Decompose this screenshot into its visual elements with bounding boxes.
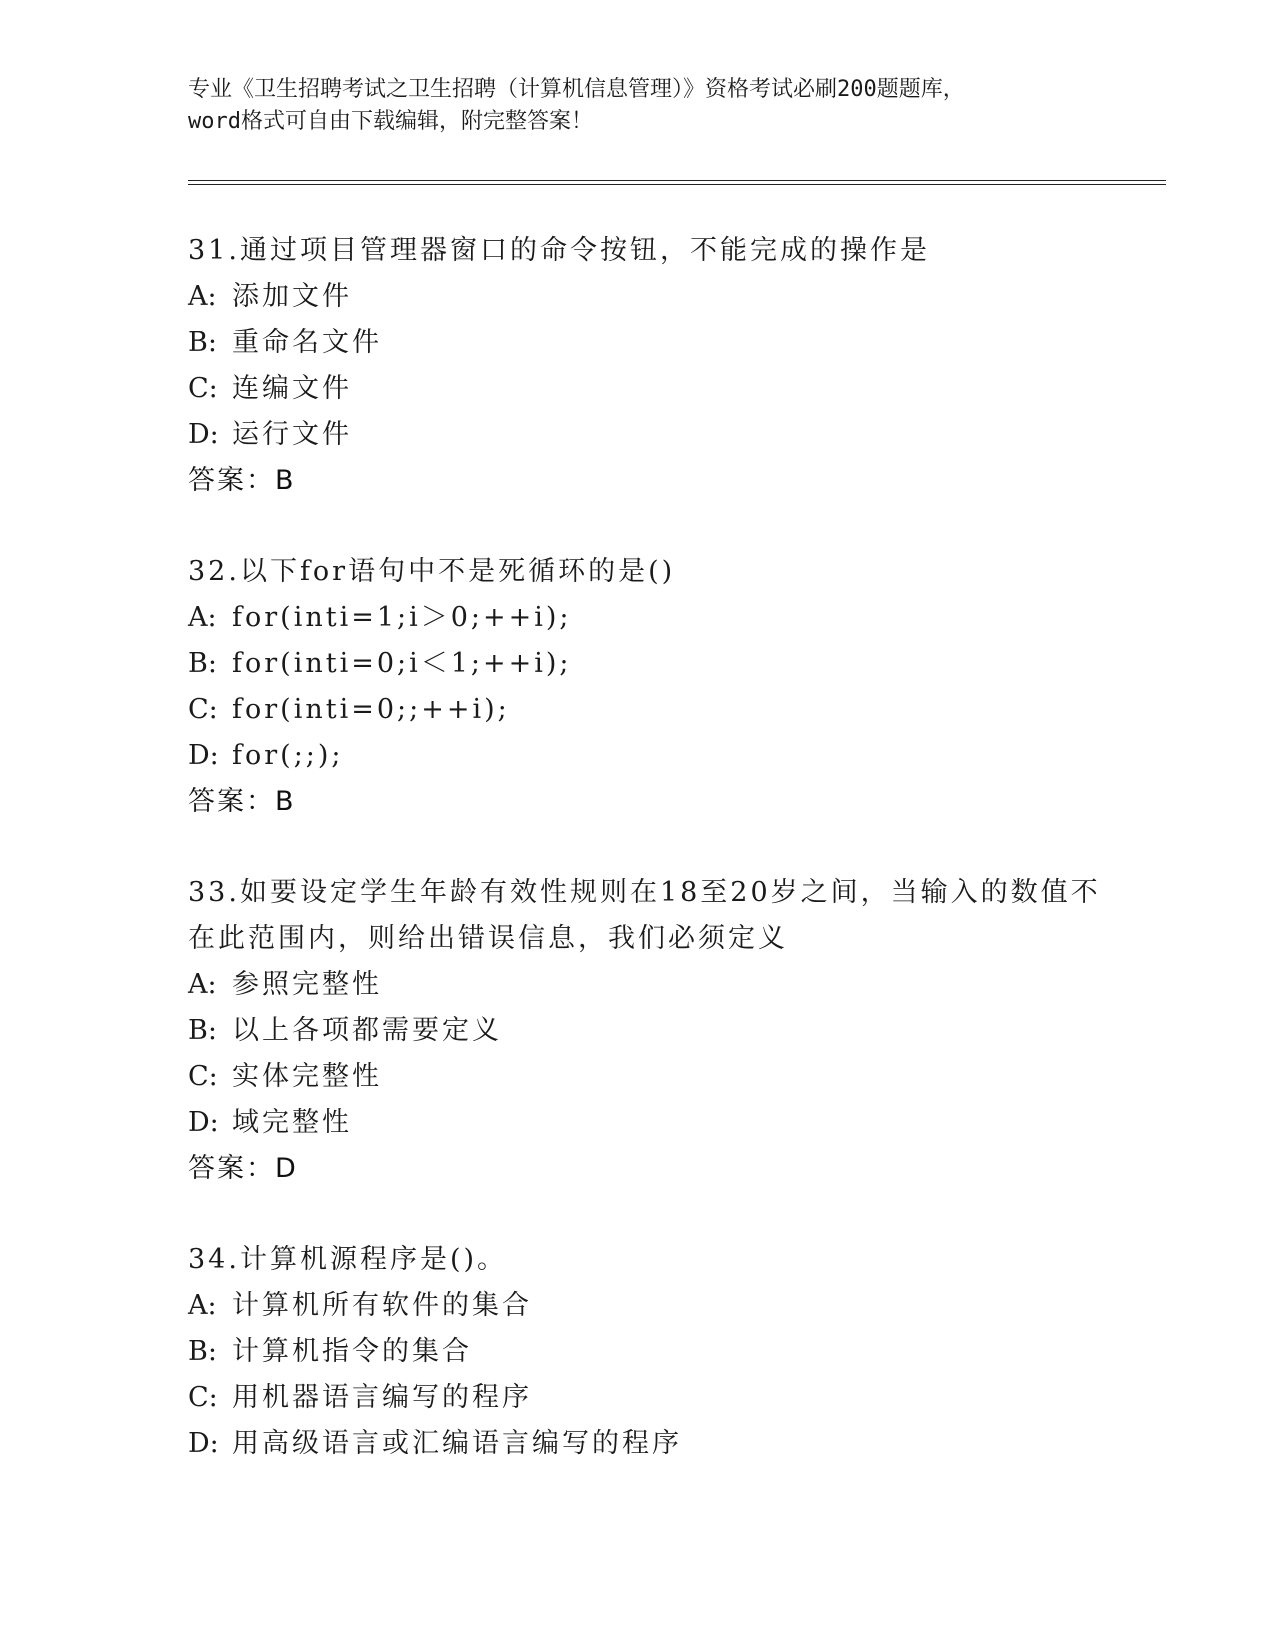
option-d <box>188 412 1108 458</box>
option-d <box>188 733 1108 779</box>
option-key: A: <box>188 602 217 633</box>
option-a <box>188 274 1108 320</box>
option-key: B: <box>188 648 217 679</box>
option-key: C: <box>188 1061 218 1092</box>
option-text: 重命名文件 <box>232 327 382 358</box>
option-c <box>188 687 1108 733</box>
header-rule-top <box>188 180 1166 181</box>
option-key: C: <box>188 1382 218 1413</box>
option-key: C: <box>188 373 218 404</box>
option-text: 运行文件 <box>232 419 352 450</box>
option-text: 连编文件 <box>232 373 352 404</box>
option-a <box>188 962 1108 1008</box>
question-stem-continued: 在此范围内，则给出错误信息，我们必须定义 <box>188 923 788 954</box>
option-c <box>188 1054 1108 1100</box>
answer: 答案：D <box>188 1153 298 1184</box>
option-key: A: <box>188 281 217 312</box>
header-rule-bottom <box>188 184 1166 185</box>
answer: 答案：B <box>188 786 296 817</box>
question-33 <box>188 870 1108 1192</box>
option-key: B: <box>188 1015 217 1046</box>
option-text: 用高级语言或汇编语言编写的程序 <box>232 1428 682 1459</box>
header-line-1: 专业《卫生招聘考试之卫生招聘（计算机信息管理）》资格考试必刷200题题库， <box>188 77 965 102</box>
option-key: B: <box>188 327 217 358</box>
option-a <box>188 1283 1108 1329</box>
question-stem: 31.通过项目管理器窗口的命令按钮，不能完成的操作是 <box>188 235 930 266</box>
option-key: A: <box>188 969 217 1000</box>
option-key: D: <box>188 1107 219 1138</box>
option-key: C: <box>188 694 218 725</box>
header-line-2: word格式可自由下载编辑，附完整答案！ <box>188 109 593 134</box>
option-text: 参照完整性 <box>232 969 382 1000</box>
option-d <box>188 1421 1108 1467</box>
question-34 <box>188 1237 1108 1467</box>
option-key: A: <box>188 1290 217 1321</box>
option-key: B: <box>188 1336 217 1367</box>
question-32 <box>188 549 1108 825</box>
option-b <box>188 1008 1108 1054</box>
answer: 答案：B <box>188 465 296 496</box>
option-text: 用机器语言编写的程序 <box>232 1382 532 1413</box>
option-text: 以上各项都需要定义 <box>232 1015 502 1046</box>
question-stem: 34.计算机源程序是()。 <box>188 1244 508 1275</box>
option-a <box>188 595 1108 641</box>
question-stem: 32.以下for语句中不是死循环的是() <box>188 556 676 587</box>
option-b <box>188 320 1108 366</box>
document-header <box>188 74 1088 138</box>
option-c <box>188 1375 1108 1421</box>
option-key: D: <box>188 740 219 771</box>
option-b <box>188 641 1108 687</box>
option-text: 添加文件 <box>232 281 352 312</box>
question-stem: 33.如要设定学生年龄有效性规则在18至20岁之间，当输入的数值不 <box>188 877 1101 908</box>
option-b <box>188 1329 1108 1375</box>
option-text: for(;;); <box>232 740 344 771</box>
option-text: 计算机指令的集合 <box>232 1336 472 1367</box>
option-text: for(inti=0;i＜1;++i); <box>232 648 572 679</box>
option-text: 域完整性 <box>232 1107 352 1138</box>
question-31 <box>188 228 1108 504</box>
option-text: for(inti=0;;++i); <box>232 694 510 725</box>
option-key: D: <box>188 1428 219 1459</box>
option-d <box>188 1100 1108 1146</box>
option-text: 实体完整性 <box>232 1061 382 1092</box>
option-key: D: <box>188 419 219 450</box>
option-text: for(inti=1;i＞0;++i); <box>232 602 572 633</box>
option-text: 计算机所有软件的集合 <box>232 1290 532 1321</box>
option-c <box>188 366 1108 412</box>
